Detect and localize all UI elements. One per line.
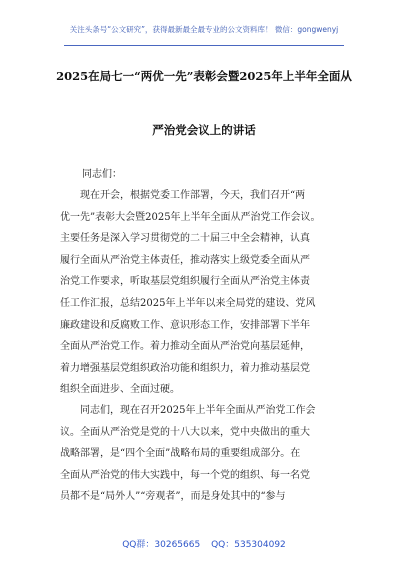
document-title-line-2: 严治党会议上的讲话 xyxy=(152,123,256,137)
text-line: 任工作汇报，总结2025年上半年以来全局党的建设、党风 xyxy=(60,297,316,309)
footer-contact xyxy=(0,537,408,550)
document-title-line-1: 2025在局七一“两优一先”表彰会暨2025年上半年全面从 xyxy=(56,69,352,83)
header-divider xyxy=(64,45,344,46)
text-line: 廉政建设和反腐败工作、意识形态工作，安排部署下半年 xyxy=(60,319,310,331)
text-line: 员都不是“局外人”“旁观者”，而是身处其中的“参与 xyxy=(60,491,286,503)
body-paragraph-1 xyxy=(60,185,352,401)
body-paragraph-2 xyxy=(60,400,352,508)
text-line: 优一先”表彰大会暨2025年上半年全面从严治党工作会议。 xyxy=(60,211,321,223)
text-line: 治党工作要求，听取基层党组织履行全面从严治党主体责 xyxy=(60,276,310,288)
footer-qq-number: QQ：535304092 xyxy=(211,540,286,550)
text-line: 主要任务是深入学习贯彻党的二十届三中全会精神，认真 xyxy=(60,233,310,245)
salutation: 同志们： xyxy=(82,169,122,180)
text-line: 议。全面从严治党是党的十八大以来，党中央做出的重大 xyxy=(60,426,310,438)
text-line: 同志们，现在召开2025年上半年全面从严治党工作会 xyxy=(60,405,316,416)
text-line: 全面从严治党的伟大实践中，每一个党的组织、每一名党 xyxy=(60,469,310,481)
text-line: 履行全面从严治党主体责任，推动落实上级党委全面从严 xyxy=(60,254,310,266)
text-line: 全面从严治党工作。着力推动全面从严治党向基层延伸， xyxy=(60,341,310,353)
text-line: 组织全面进步、全面过硬。 xyxy=(60,384,180,396)
header-promo-note: 关注头条号“公文研究”，获得最新最全最专业的公文资料库！ 微信：gongwenyj xyxy=(69,25,339,34)
text-line: 着力增强基层党组织政治功能和组织力，着力推动基层党 xyxy=(60,362,310,374)
text-line: 现在开会，根据党委工作部署，今天，我们召开“两 xyxy=(60,190,306,201)
text-line: 战略部署，是“四个全面”战略布局的重要组成部分。在 xyxy=(60,448,301,460)
footer-qq-group: QQ群：30265665 xyxy=(122,540,201,550)
